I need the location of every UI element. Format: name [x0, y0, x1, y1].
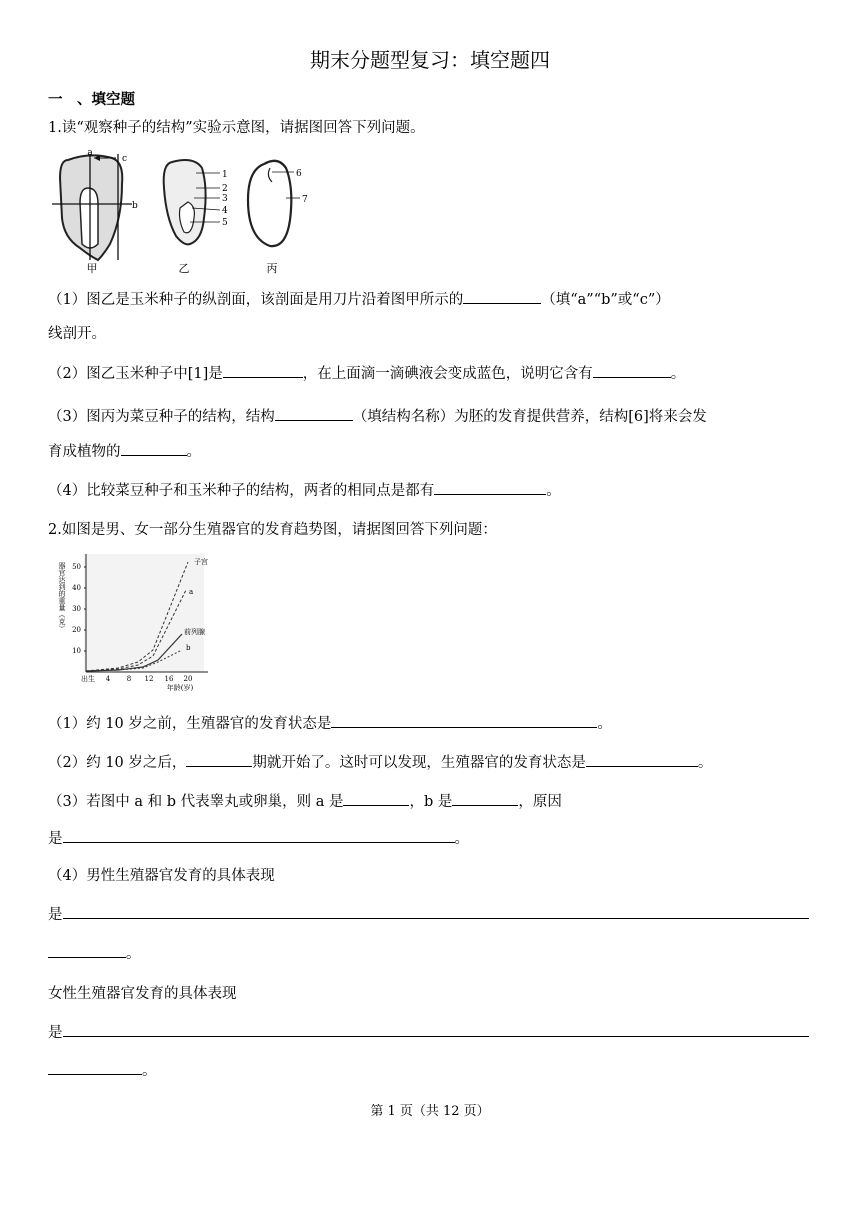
num-6: 6	[296, 169, 302, 179]
section-heading: 一 、填空题	[48, 92, 135, 108]
answer-blank[interactable]	[586, 752, 698, 767]
xtick: 20	[183, 675, 193, 683]
q2-part5-line2: 是	[48, 1022, 809, 1043]
answer-blank[interactable]	[48, 1060, 142, 1075]
ytick: 50	[72, 563, 81, 571]
num-3: 3	[222, 194, 228, 204]
q2-part4-line2: 是	[48, 904, 809, 925]
caption-yi: 乙	[178, 262, 190, 275]
ytick: 30	[72, 605, 81, 613]
series-label: a	[189, 588, 194, 596]
q2-part4-line3: 。	[48, 943, 141, 964]
q2-part3-line1: （3）若图中 a 和 b 代表睾丸或卵巢，则 a 是 ，b 是 ，原因	[48, 791, 562, 812]
num-1: 1	[222, 170, 228, 180]
q2-part5-line3: 。	[48, 1060, 157, 1081]
xtick: 8	[126, 675, 132, 683]
num-5: 5	[222, 218, 228, 228]
q2-part1: （1）约 10 岁之前，生殖器官的发育状态是 。	[48, 713, 612, 734]
answer-blank[interactable]	[48, 943, 126, 958]
chart-xlabel: 年龄(岁)	[166, 684, 194, 692]
q2-stem: 2.如图是男、女一部分生殖器官的发育趋势图，请据图回答下列问题：	[48, 522, 497, 538]
q1-part3-line2: 育成植物的 。	[48, 441, 201, 462]
xtick: 12	[144, 675, 154, 683]
q1-part2: （2）图乙玉米种子中[1]是 ，在上面滴一滴碘液会变成蓝色，说明它含有 。	[48, 363, 685, 384]
page-title: 期末分题型复习：填空题四	[310, 48, 550, 72]
answer-blank[interactable]	[593, 363, 671, 378]
answer-blank[interactable]	[63, 904, 809, 919]
answer-blank[interactable]	[463, 289, 541, 304]
series-label: 前列腺	[184, 628, 205, 636]
q1-part3-line1: （3）图丙为菜豆种子的结构，结构 （填结构名称）为胚的发育提供营养，结构[6]将来会发	[48, 406, 707, 427]
q1-part1-line1: （1）图乙是玉米种子的纵剖面，该剖面是用刀片沿着图甲所示的 （填“a”“b”或“c”）	[48, 289, 670, 310]
answer-blank[interactable]	[223, 363, 303, 378]
label-a: a	[87, 148, 93, 158]
caption-bing: 丙	[266, 262, 278, 275]
num-4: 4	[222, 206, 228, 216]
answer-blank[interactable]	[275, 406, 353, 421]
ytick: 10	[72, 647, 81, 655]
q1-part1-line2: 线剖开。	[48, 326, 106, 342]
xtick: 出生	[81, 675, 95, 683]
label-b: b	[132, 201, 138, 211]
q2-part3-line2: 是 。	[48, 828, 469, 849]
seed-structure-figure	[50, 148, 315, 276]
num-2: 2	[222, 184, 228, 194]
label-c: c	[122, 154, 128, 164]
answer-blank[interactable]	[452, 791, 518, 806]
ytick: 20	[72, 626, 81, 634]
answer-blank[interactable]	[63, 1022, 809, 1037]
xtick: 4	[105, 675, 111, 683]
series-label: 子宫	[194, 558, 208, 566]
series-label: b	[186, 644, 191, 652]
ytick: 40	[72, 584, 81, 592]
caption-jia: 甲	[86, 262, 98, 275]
q2-part5-line1: 女性生殖器官发育的具体表现	[48, 986, 237, 1002]
q2-part4-line1: （4）男性生殖器官发育的具体表现	[48, 868, 275, 884]
q1-part4: （4）比较菜豆种子和玉米种子的结构，两者的相同点是都有 。	[48, 480, 561, 501]
answer-blank[interactable]	[331, 713, 597, 728]
answer-blank[interactable]	[343, 791, 409, 806]
answer-blank[interactable]	[63, 828, 455, 843]
answer-blank[interactable]	[121, 441, 187, 456]
answer-blank[interactable]	[434, 480, 546, 495]
page-footer: 第 1 页（共 12 页）	[370, 1104, 490, 1119]
q2-part2: （2）约 10 岁之后， 期就开始了。这时可以发现，生殖器官的发育状态是 。	[48, 752, 712, 773]
num-7: 7	[302, 195, 308, 205]
answer-blank[interactable]	[186, 752, 252, 767]
development-trend-chart	[58, 550, 248, 692]
chart-ylabel: 器官达到的重量（克）	[58, 562, 66, 632]
q1-stem: 1.读“观察种子的结构”实验示意图，请据图回答下列问题。	[48, 120, 425, 136]
xtick: 16	[164, 675, 174, 683]
